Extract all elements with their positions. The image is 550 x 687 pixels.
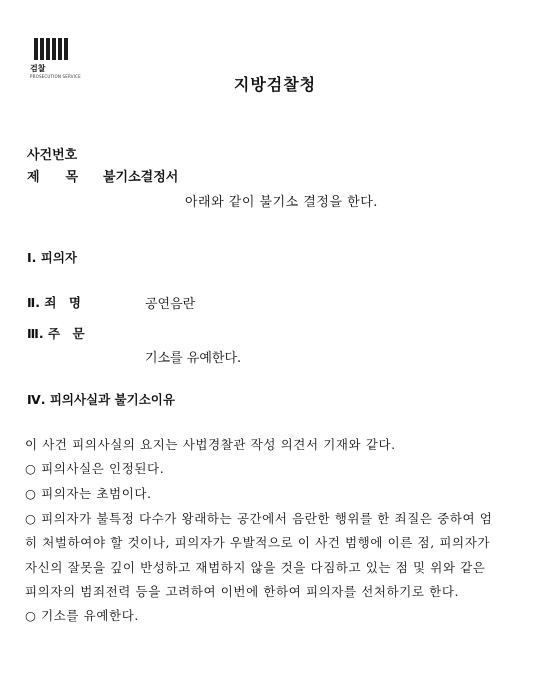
disposition-value: 기소를 유예한다. — [145, 351, 242, 366]
office-title: 지방검찰청 — [233, 75, 317, 94]
logo-bars-icon — [34, 38, 68, 60]
title-value: 불기소결정서 — [103, 170, 179, 185]
decision-intro: 아래와 같이 불기소 결정을 한다. — [185, 195, 378, 210]
section-suspect: Ⅰ. 피의자 — [27, 250, 77, 265]
body-line: ○ 피의사실은 인정된다. — [25, 461, 165, 476]
body-line: 히 처벌하여야 할 것이나, 피의자가 우발적으로 이 사건 범행에 이른 점, 피의자가 — [25, 535, 491, 550]
section-disposition-label: Ⅲ. 주 문 — [27, 326, 85, 341]
case-number-label: 사건번호 — [27, 148, 78, 163]
section-charge-label: Ⅱ. 죄 명 — [27, 295, 81, 310]
logo-subtext: PROSECUTION SERVICE — [30, 74, 81, 79]
body-line: ○ 피의자는 초범이다. — [25, 486, 152, 501]
body-line: ○ 기소를 유예한다. — [25, 608, 139, 623]
title-label: 제 목 — [27, 170, 79, 185]
logo-text: 검찰 — [30, 64, 46, 73]
body-line: ○ 피의자가 불특정 다수가 왕래하는 공간에서 음란한 행위를 한 죄질은 중하여 엄 — [25, 511, 493, 526]
body-line: 이 사건 피의사실의 요지는 사법경찰관 작성 의견서 기재와 같다. — [25, 437, 396, 452]
charge-value: 공연음란 — [145, 297, 196, 312]
body-line: 피의자의 범죄전력 등을 고려하여 이번에 한하여 피의자를 선처하기로 한다. — [25, 584, 460, 599]
body-line: 자신의 잘못을 깊이 반성하고 재범하지 않을 것을 다짐하고 있는 점 및 위와 같은 — [25, 560, 486, 575]
section-reasons-label: Ⅳ. 피의사실과 불기소이유 — [27, 392, 175, 407]
